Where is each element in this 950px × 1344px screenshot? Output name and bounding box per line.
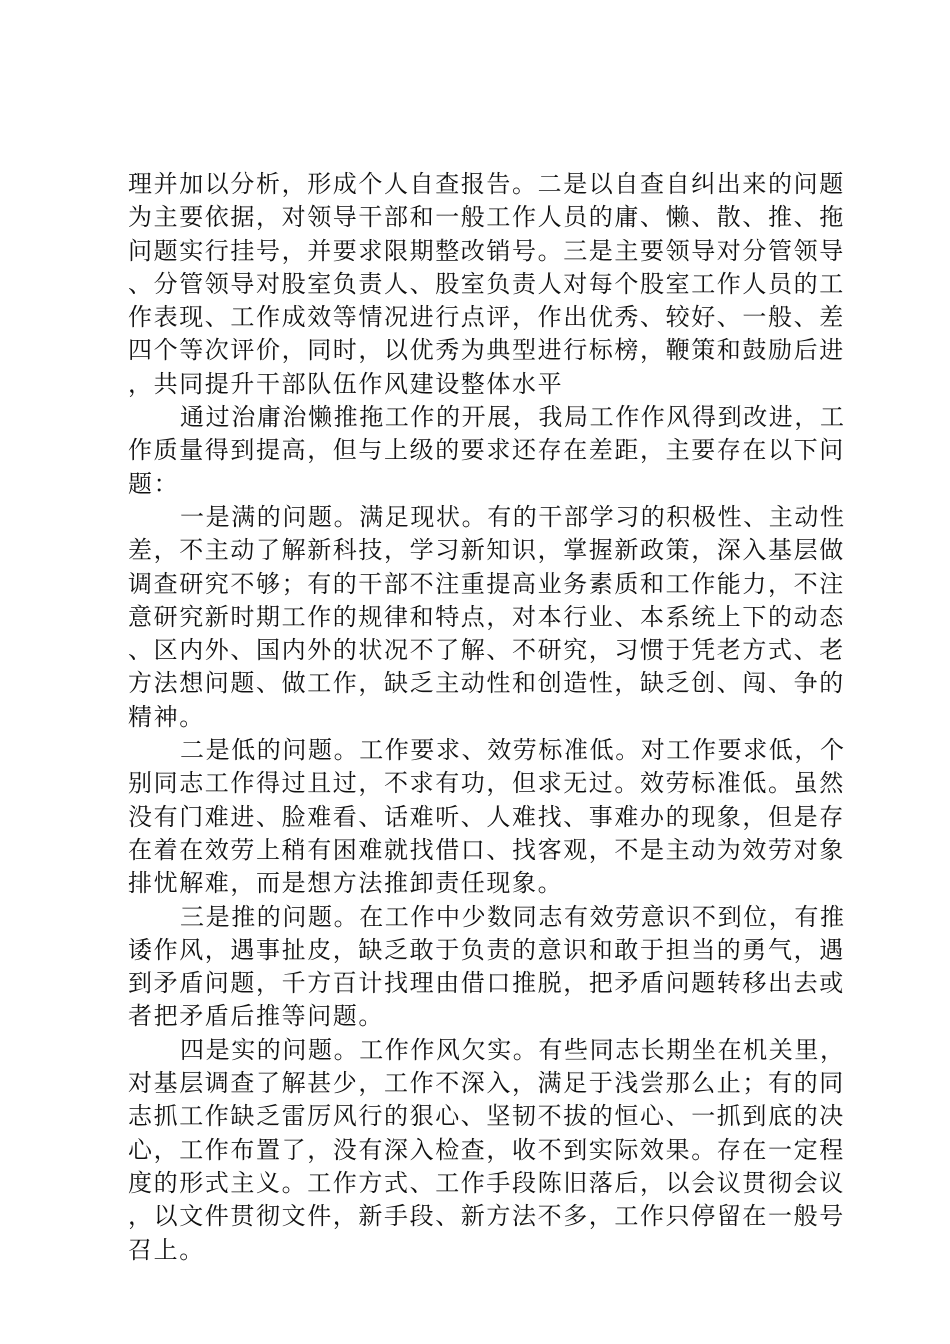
- paragraph-problem-practicality: 四是实的问题。工作作风欠实。有些同志长期坐在机关里，对基层调查了解甚少，工作不深入，满足于浅尝那么止；有的同志抓工作缺乏雷厉风行的狠心、坚韧不拔的恒心、一抓到底的决心，工作布置了，没有深入检查，收不到实际效果。存在一定程度的形式主义。工作方式、工作手段陈旧落后，以会议贯彻会议，以文件贯彻文件，新手段、新方法不多，工作只停留在一般号召上。: [128, 1035, 846, 1264]
- paragraph-problem-low-standards: 二是低的问题。工作要求、效劳标准低。对工作要求低，个别同志工作得过且过，不求有功，但求无过。效劳标准低。虽然没有门难进、脸难看、话难听、人难找、事难办的现象，但是存在着在效劳上稍有困难就找借口、找客观，不是主动为效劳对象排忧解难，而是想方法推卸责任现象。: [128, 736, 846, 898]
- paragraph-problems-intro: 通过治庸治懒推拖工作的开展，我局工作作风得到改进，工作质量得到提高，但与上级的要求还存在差距，主要存在以下问题：: [128, 403, 846, 498]
- paragraph-self-check-continuation: 理并加以分析，形成个人自查报告。二是以自查自纠出来的问题为主要依据，对领导干部和一般工作人员的庸、懒、散、推、拖问题实行挂号，并要求限期整改销号。三是主要领导对分管领导、分管领导对股室负责人、股室负责人对每个股室工作人员的工作表现、工作成效等情况进行点评，作出优秀、较好、一般、差四个等次评价，同时，以优秀为典型进行标榜，鞭策和鼓励后进，共同提升干部队伍作风建设整体水平: [128, 170, 845, 398]
- document-body: [128, 168, 851, 1267]
- paragraph-problem-shirking: 三是推的问题。在工作中少数同志有效劳意识不到位，有推诿作风，遇事扯皮，缺乏敢于负责的意识和敢于担当的勇气，遇到矛盾问题，千方百计找理由借口推脱，把矛盾问题转移出去或者把矛盾后推等问题。: [128, 902, 846, 1031]
- paragraph-problem-complacency: 一是满的问题。满足现状。有的干部学习的积极性、主动性差，不主动了解新科技，学习新知识，掌握新政策，深入基层做调查研究不够；有的干部不注重提高业务素质和工作能力，不注意研究新时期工作的规律和特点，对本行业、本系统上下的动态、区内外、国内外的状况不了解、不研究，习惯于凭老方式、老方法想问题、做工作，缺乏主动性和创造性，缺乏创、闯、争的精神。: [128, 502, 846, 731]
